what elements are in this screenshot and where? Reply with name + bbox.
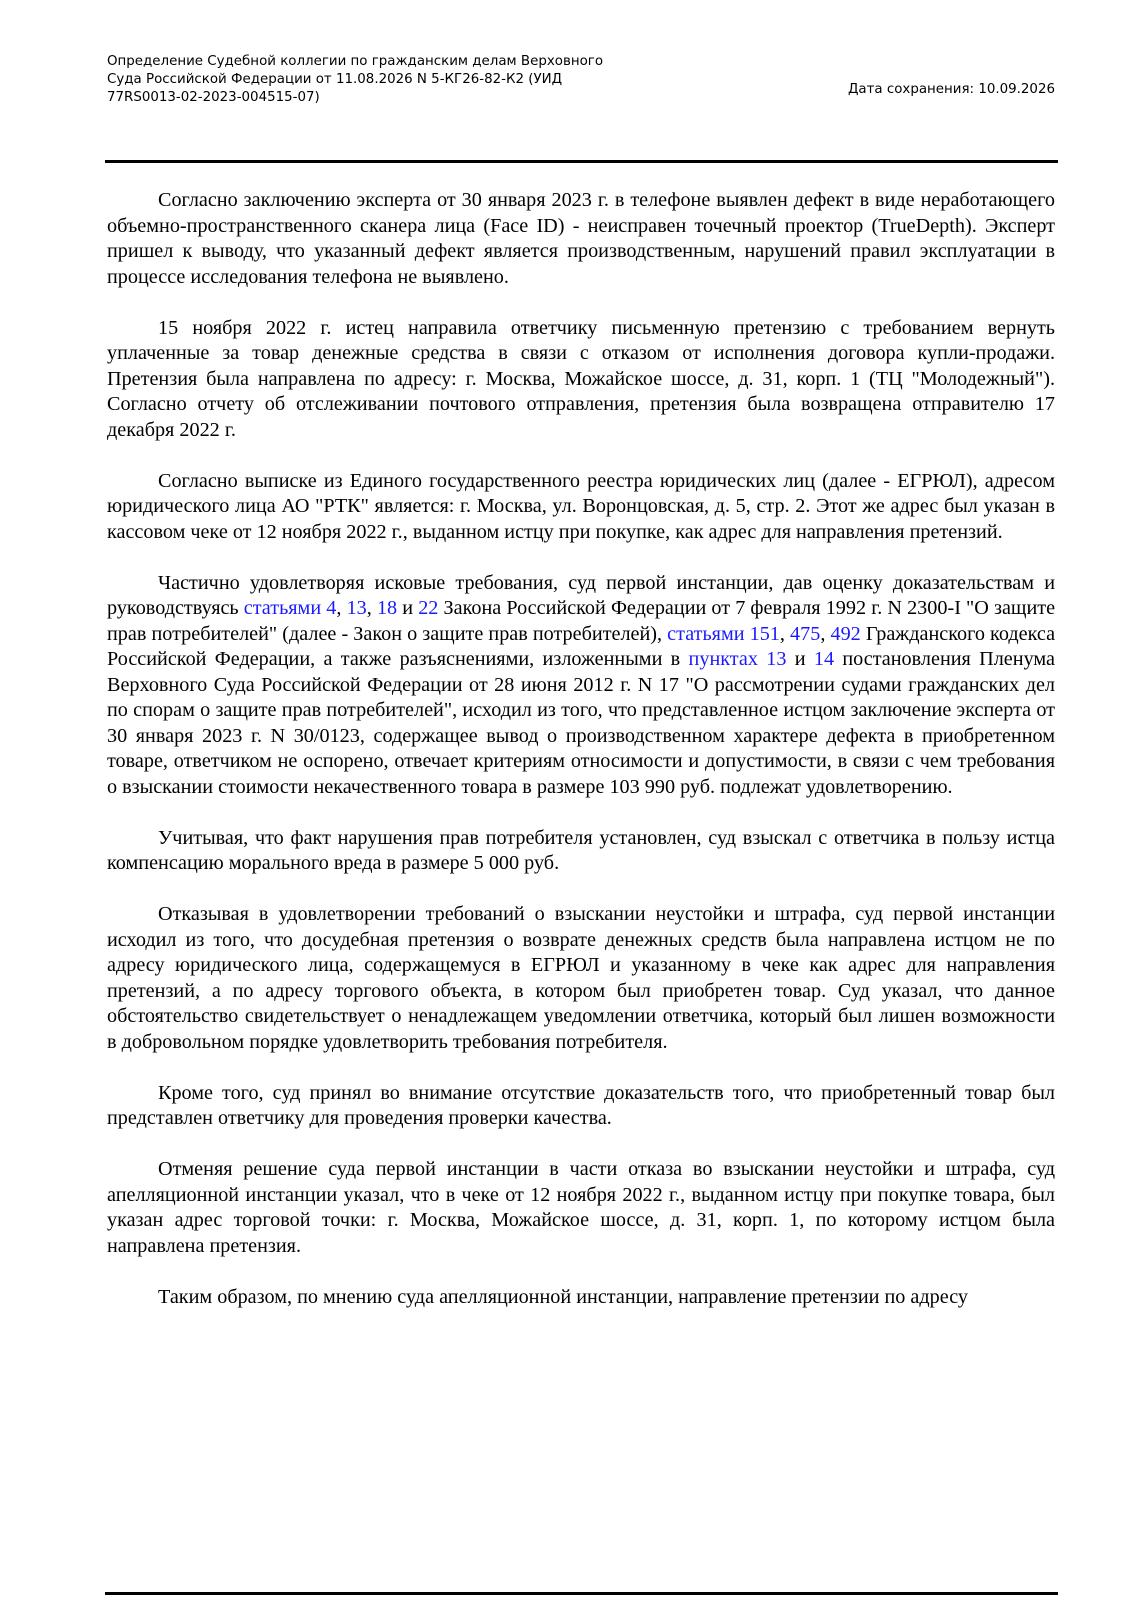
paragraph-text: , (779, 622, 791, 645)
document-title-line: 77RS0013-02-2023-004515-07) (107, 90, 320, 105)
paragraph-text: Кроме того, суд принял во внимание отсутствие доказательств того, что приобретенный товар был представлен ответчику для проведения проверки качества. (107, 1081, 1055, 1129)
legal-reference-link[interactable]: статьями 4 (243, 597, 337, 619)
paragraph-text: Отменяя решение суда первой инстанции в части отказа во взыскании неустойки и штрафа, суд апелляционной инстанции указал, что в чеке от 12 ноября 2022 г., выданном истцу при покупке товара, был указан адрес торговой точки: г. Москва, Можайское шоссе, д. 31, корп. 1, по которому истцом была направлена претензия. (107, 1158, 1055, 1257)
paragraph-text: Таким образом, по мнению суда апелляционной инстанции, направление претензии по адресу (158, 1285, 968, 1308)
header-divider (105, 160, 1058, 163)
body-paragraph (107, 826, 1055, 877)
paragraph-text: Согласно выписке из Единого государственного реестра юридических лиц (далее - ЕГРЮЛ), адресом юридического лица АО "РТК" является: г. Москва, ул. Воронцовская, д. 5, стр. 2. Этот же адрес был указан в кассовом чеке от 12 ноября 2022 г., выданном истцу при покупке, как адрес для направления претензий. (107, 469, 1055, 543)
paragraph-text: Закона Российской Федерации от 7 февраля 1992 г. N 2300-I "О защите прав потребителей" (далее - Закон о защите прав потребителей), (107, 597, 1056, 645)
document-title (107, 53, 627, 107)
footer-divider (105, 1592, 1058, 1595)
legal-reference-link[interactable]: 475 (790, 622, 821, 645)
body-paragraph (107, 571, 1055, 801)
document-body (107, 188, 1055, 1310)
body-paragraph (107, 1157, 1055, 1259)
body-paragraph (107, 469, 1055, 546)
body-paragraph (107, 188, 1055, 290)
document-title-line: Определение Судебной коллегии по гражданским делам Верховного (107, 54, 604, 69)
paragraph-text: Отказывая в удовлетворении требований о взыскании неустойки и штрафа, суд первой инстанции исходил из того, что досудебная претензия о возврате денежных средств была направлена истцом не по адресу юридического лица, содержащемуся в ЕГРЮЛ и указанному в чеке как адрес для направления претензий, а по адресу торгового объекта, в котором был приобретен товар. Суд указал, что данное обстоятельство свидетельствует о ненадлежащем уведомлении ответчика, который был лишен возможности в добровольном порядке удовлетворить требования потребителя. (107, 903, 1055, 1053)
document-header (107, 53, 1055, 109)
legal-reference-link[interactable]: 18 (376, 597, 398, 619)
paragraph-text: Учитывая, что факт нарушения прав потребителя установлен, суд взыскал с ответчика в пользу истца компенсацию морального вреда в размере 5 000 руб. (107, 826, 1055, 874)
legal-reference-link[interactable]: 14 (813, 648, 835, 670)
paragraph-text: постановления Пленума Верховного Суда Российской Федерации от 28 июня 2012 г. N 17 "О рассмотрении судами гражданских дел по спорам о защите прав потребителей", исходил из того, что представленное истцом заключение эксперта от 30 января 2023 г. N 30/0123, содержащее вывод о производственном характере дефекта в приобретенном товаре, ответчиком не оспорено, отвечает критериям относимости и допустимости, в связи с чем требования о взыскании стоимости некачественного товара в размере 103 990 руб. подлежат удовлетворению. (107, 648, 1055, 798)
document-title-line: Суда Российской Федерации от 11.08.2026 N 5-КГ26-82-К2 (УИД (107, 72, 563, 87)
paragraph-text: , (366, 597, 377, 619)
legal-reference-link[interactable]: 22 (418, 597, 439, 619)
paragraph-text: Частично удовлетворяя исковые требования, суд первой инстанции, дав оценку доказательствам и руководствуясь (107, 571, 1055, 619)
paragraph-text: и (397, 597, 419, 619)
body-paragraph (107, 1285, 1055, 1311)
paragraph-text: 15 ноября 2022 г. истец направила ответчику письменную претензию с требованием вернуть уплаченные за товар денежные средства в связи с отказом от исполнения договора купли-продажи. Претензия была направлена по адресу: г. Москва, Можайское шоссе, д. 31, корп. 1 (ТЦ "Молодежный"). Согласно отчету об отслеживании почтового отправления, претензия была возвращена отправителю 17 декабря 2022 г. (107, 316, 1055, 441)
body-paragraph (107, 1081, 1055, 1132)
paragraph-text: Согласно заключению эксперта от 30 января 2023 г. в телефоне выявлен дефект в виде неработающего объемно-пространственного сканера лица (Face ID) - неисправен точечный проектор (TrueDepth). Эксперт пришел к выводу, что указанный дефект является производственным, нарушений правил эксплуатации в процессе исследования телефона не выявлено. (107, 189, 1055, 288)
paragraph-text: и (786, 648, 814, 670)
legal-reference-link[interactable]: 13 (346, 597, 367, 619)
legal-reference-link[interactable]: пунктах 13 (688, 648, 787, 670)
paragraph-text: , (336, 597, 347, 619)
paragraph-text: , (820, 622, 831, 645)
body-paragraph (107, 902, 1055, 1055)
legal-reference-link[interactable]: статьями 151 (667, 622, 780, 645)
body-paragraph (107, 316, 1055, 444)
legal-reference-link[interactable]: 492 (830, 622, 861, 645)
save-date: Дата сохранения: 10.09.2026 (847, 82, 1055, 97)
paragraph-text: Гражданского кодекса Российской Федерации, а также разъяснениями, изложенными в (107, 622, 1056, 670)
